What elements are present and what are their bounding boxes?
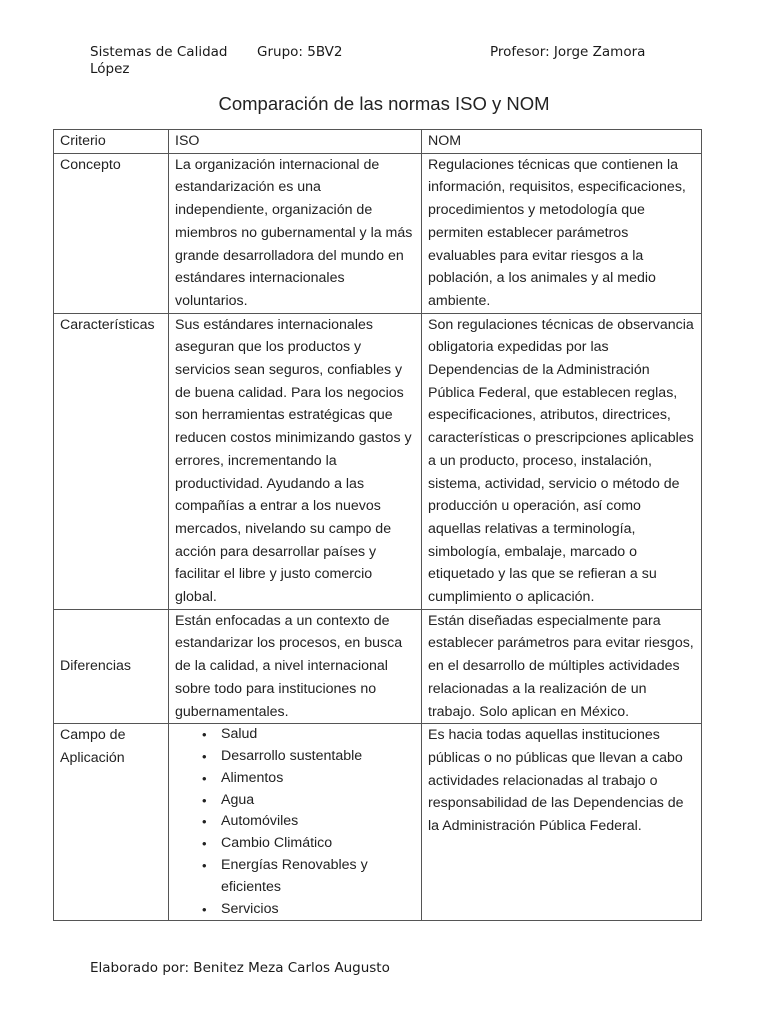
table-header-row	[54, 130, 702, 154]
column-header-nom: NOM	[422, 130, 702, 154]
cell-iso-concepto: La organización internacional de estandarización es una independiente, organización de miembros no gubernamental y la más grande desarrolladora del mundo en estándares internacionales voluntarios.	[169, 153, 422, 313]
row-criterio-caracteristicas: Características	[54, 313, 169, 609]
comparison-table	[53, 129, 702, 921]
page-title: Comparación de las normas ISO y NOM	[218, 93, 550, 114]
list-item: • Agua	[221, 790, 415, 812]
group-label: Grupo: 5BV2	[257, 44, 343, 60]
cell-iso-campo-aplicacion	[169, 724, 422, 921]
row-criterio-diferencias: Diferencias	[54, 609, 169, 724]
list-item: • Energías Renovables y eficientes	[221, 855, 415, 899]
criterio-campo-line1: Campo de	[60, 727, 126, 744]
table-row	[54, 609, 702, 724]
list-item: • Desarrollo sustentable	[221, 746, 415, 768]
criterio-campo-line2: Aplicación	[60, 749, 125, 766]
cell-nom-diferencias: Están diseñadas especialmente para establecer parámetros para evitar riesgos, en el desarrollo de múltiples actividades relacionadas a la realización de un trabajo. Solo aplican en México.	[422, 609, 702, 724]
cell-iso-diferencias: Están enfocadas a un contexto de estandarizar los procesos, en busca de la calidad, a nivel internacional sobre todo para instituciones no gubernamentales.	[169, 609, 422, 724]
list-item: • Automóviles	[221, 811, 415, 833]
professor-label: Profesor: Jorge Zamora	[490, 44, 646, 60]
author-footer: Elaborado por: Benitez Meza Carlos Augusto	[90, 960, 390, 976]
cell-iso-caracteristicas: Sus estándares internacionales aseguran que los productos y servicios sean seguros, confiables y de buena calidad. Para los negocios son herramientas estratégicas que reducen costos minimizando gastos y errores, incrementando la productividad. Ayudando a las compañías a entrar a los nuevos mercados, nivelando su campo de acción para desarrollar países y facilitar el libre y justo comercio global.	[169, 313, 422, 609]
cell-nom-caracteristicas: Son regulaciones técnicas de observancia obligatoria expedidas por las Dependencias de la Administración Pública Federal, que establecen reglas, especificaciones, atributos, directrices, características o prescripciones aplicables a un producto, proceso, instalación, sistema, actividad, servicio o método de producción u operación, así como aquellas relativas a terminología, simbología, embalaje, marcado o etiquetado y las que se refieran a su cumplimiento o aplicación.	[422, 313, 702, 609]
list-item: • Cambio Climático	[221, 833, 415, 855]
row-criterio-campo-aplicacion	[54, 724, 169, 921]
cell-nom-campo-aplicacion: Es hacia todas aquellas instituciones públicas o no públicas que llevan a cabo actividades relacionadas al trabajo o responsabilidad de las Dependencias de la Administración Pública Federal.	[422, 724, 702, 921]
table-row	[54, 724, 702, 921]
column-header-iso: ISO	[169, 130, 422, 154]
iso-application-list	[175, 724, 415, 920]
row-criterio-concepto: Concepto	[54, 153, 169, 313]
list-item: • Servicios	[221, 899, 415, 921]
cell-nom-concepto: Regulaciones técnicas que contienen la información, requisitos, especificaciones, procedimientos y metodología que permiten establecer parámetros evaluables para evitar riesgos a la población, a los animales y al medio ambiente.	[422, 153, 702, 313]
subject-name: Sistemas de Calidad	[90, 44, 228, 60]
column-header-criterio: Criterio	[54, 130, 169, 154]
list-item: • Alimentos	[221, 768, 415, 790]
professor-last-name: López	[90, 61, 130, 77]
list-item: • Salud	[221, 724, 415, 746]
table-row	[54, 153, 702, 313]
table-row	[54, 313, 702, 609]
